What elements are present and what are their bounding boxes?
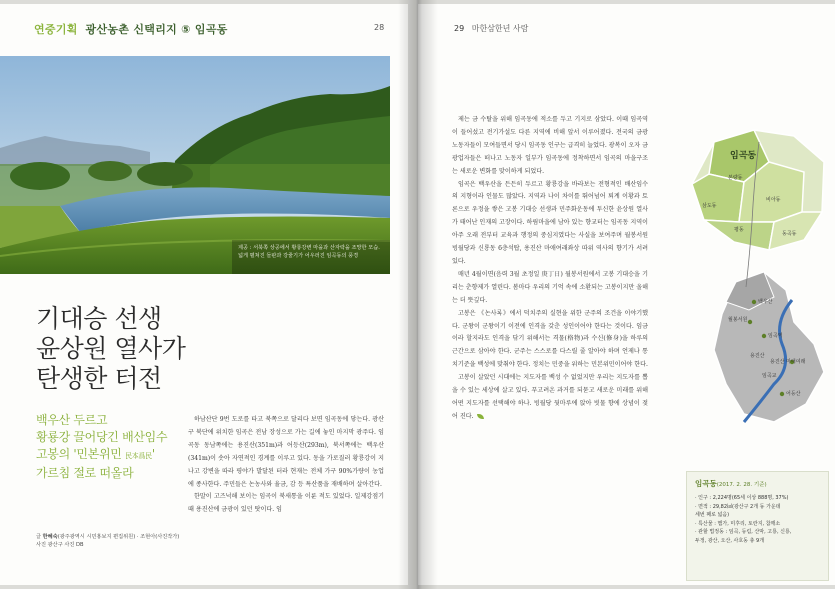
map-illustration — [674, 122, 832, 442]
body-text-left — [188, 414, 384, 517]
map-label-poi: 용진산 마애여래 — [770, 359, 806, 365]
map-label-poi: 임곡교 — [762, 373, 777, 379]
body-paragraph: 고봉은 《논사록》에서 덕치주의 실현을 위한 군주의 조건을 이야기했다. 군왕이 군왕이기 이전에 인격을 갖춘 성인이어야 한다는 것이다. 임금이라 할지라도 인격을 닦기 위해서는 격물(格物)과 수신(修身)을 하루의 근간으로 삼아야 한다. 군주는 스스로를 다스릴 줄 알아야 하며 언제나 통치기준을 백성에 맞춰야 한다. 정치는 민중을 위하는 민본위민이어야 한다. — [452, 309, 648, 369]
book-gutter-shadow — [398, 0, 438, 589]
body-paragraph: 하남산단 9번 도로를 타고 북쪽으로 달리다 보면 임곡동에 닿는다. 광산구 북단에 위치한 임곡은 전남 장성으로 가는 길에 놓인 마지막 광주다. 임곡동 동남쪽에는 용진산(351m)과 어등산(293m), 북서쪽에는 백우산(341m)이 솟아 자연적인 경계를 이루고 있다. 동을 가로질러 황룡강이 지나고 강변을 따라 평야가 발달된 터라 현재는 전체 가구 90%가량이 농업에 종사한다. 주민들은 논농사와 율금, 감 등 특산품을 재배하며 살아간다. — [188, 416, 384, 488]
subhead-hanja: 民本爲民 — [125, 452, 152, 460]
info-item: 세번 째로 넓음) — [695, 512, 730, 519]
subhead-line: 가르침 절로 떠올라 — [36, 466, 134, 480]
map-label-main: 임곡동 — [730, 151, 757, 161]
map-label-poi: 용진산 — [750, 353, 765, 359]
body-paragraph: 임곡은 백우산을 든든히 두르고 황룡강을 바라보는 전형적인 배산임수의 지형이라 인물도 많았다. 지역과 나이 차이를 뛰어넘어 퇴계 이황과 토론으로 우정을 쌓은 고봉 기대승 선생과 민주화운동에 투신한 윤상원 열사가 태어난 인재의 고장이다. 하림마을에 남아 있는 향교터는 임곡동 지역이 아주 오래 전부터 교육과 행정의 중심지였다는 사실을 보여주며 월봉서원 빙월당과 신룡동 6층석탑, 용진산 마애여래좌상 따위 역사의 향기가 서려있다. — [452, 180, 648, 265]
map-label-region: 평동 — [734, 227, 744, 233]
leaf-icon — [477, 414, 484, 419]
map-label-poi: 월봉서원 — [728, 317, 748, 323]
body-paragraph — [452, 372, 648, 424]
credit-line — [36, 533, 179, 541]
district-map — [674, 122, 832, 442]
author-credit — [36, 533, 179, 549]
info-item: 두정, 광산, 오산, 사호동 총 9개 — [695, 537, 765, 544]
subhead-text: 고봉의 '민본위민 — [36, 447, 126, 461]
running-header-right — [454, 23, 528, 34]
headline-line: 탄생한 터전 — [36, 364, 162, 393]
info-box-title — [695, 478, 820, 489]
map-label-region: 비아동 — [766, 197, 781, 203]
info-list — [695, 494, 820, 546]
subheadline — [36, 412, 167, 482]
body-paragraph: 제는 금 수탈을 위해 임곡동에 적소를 두고 기지로 삼았다. 이때 임곡역이 들어섰고 전기가설도 다른 지역에 비해 앞서 이루어졌다. 전국의 금광 노동자들이 모여들면서 당시 임곡동 인구는 급격히 늘었다. 광복이 오자 금광업자들은 떠나고 노동자 일부가 임곡동에 정착하면서 임곡의 마을구조는 새로운 변화를 맞이하게 되었다. — [452, 116, 648, 175]
body-text-right — [452, 114, 648, 424]
map-label-region: 동곡동 — [782, 231, 797, 237]
subhead-line: 황룡강 끌어당긴 배산임수 — [36, 430, 168, 444]
info-title-text: 임곡동 — [695, 479, 717, 488]
subhead-text: ' — [151, 447, 155, 461]
series-label: 연중기획 — [34, 23, 78, 36]
info-title-date: (2017. 2. 28. 기준) — [716, 482, 767, 488]
headline-line: 기대승 선생 — [36, 304, 162, 333]
header-text: 마한삼한년 사람 — [471, 24, 529, 33]
map-label-poi: 임곡역 — [768, 333, 783, 339]
subhead-line — [36, 446, 167, 465]
landscape-photo — [0, 56, 390, 274]
left-page — [0, 4, 408, 585]
district-info-box — [686, 471, 829, 581]
page-number-right: 29 — [454, 24, 465, 33]
map-label-region: 본량동 — [728, 175, 743, 181]
page-number-left: 28 — [374, 23, 385, 32]
running-header — [34, 21, 228, 37]
headline — [36, 304, 185, 394]
map-label-region: 삼도동 — [702, 203, 717, 209]
info-item: · 관할 법정동 : 임곡, 등림, 산막, 고룡, 신룡, — [695, 529, 792, 536]
info-item: · 인구 : 2,224명(65세 이상 888명, 37%) — [695, 495, 789, 501]
map-label-poi: 어등산 — [786, 391, 801, 397]
series-title: 광산농촌 신택리지 ⑤ 임곡동 — [85, 23, 228, 36]
credit-rest: (광주광역시 시민홍보지 편집위원) · 조현아(사진작가) — [57, 534, 180, 540]
body-paragraph: 매년 4월이면(음력 3월 초정일 庚丁日) 월봉서원에서 고봉 기대승을 기리는 춘향제가 열린다. 봄마다 우리의 기억 속에 소환되는 고봉이지만 올해는 더 뜻깊다. — [452, 270, 648, 304]
body-paragraph: 한말이 고즈넉해 보이는 임곡이 북새통을 이룬 적도 있었다. 일제강점기 때 용진산에 금광이 있던 탓이다. 임 — [188, 493, 384, 514]
right-page — [418, 4, 835, 585]
info-item: · 특산물 : 햄가, 미후리, 토란지, 참깨소 — [695, 520, 781, 527]
credit-prefix: 글 — [36, 534, 43, 540]
photo-caption: 제공 : 서북쪽 상공에서 황룡강변 마을과 산자락을 조망한 모습. 넓게 펼쳐진 들판과 강줄기가 어우러진 임곡동의 풍경 — [238, 245, 380, 259]
headline-line: 윤상원 열사가 — [36, 334, 186, 363]
credit-line: 사진 광산구 사진 DB — [36, 542, 84, 548]
landscape-photo-illustration — [0, 56, 390, 274]
subhead-line: 백우산 두르고 — [36, 413, 108, 427]
map-label-poi: 백우산 — [758, 299, 773, 305]
author-name: 한혜숙 — [42, 534, 58, 540]
info-item: · 면적 : 29,82㎢(광산구 2개 동 가운데 — [695, 503, 781, 510]
paragraph-text: 고봉이 살았던 시대에는 지도자를 백성 수 없었지만 우리는 지도자를 뽑을 수 있는 세상에 살고 있다. 푸고려온 과거를 되묻고 새로운 미래를 위해 어떤 지도자를 선택해야 하나. 빙월당 뒷마루에 앉아 빗물 향에 상념이 젖어 진다. — [452, 374, 648, 420]
